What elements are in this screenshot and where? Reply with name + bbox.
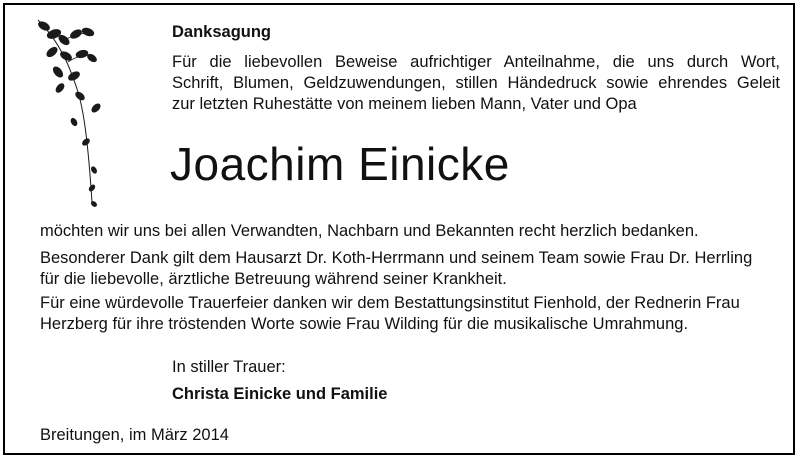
mourning-phrase: In stiller Trauer: — [172, 358, 286, 376]
ceremony-thanks-paragraph — [40, 293, 762, 335]
intro-line: Schrift, Blumen, Geldzuwendungen, stillen Händedruck sowie ehrendes Geleit — [172, 74, 780, 92]
thanks-line: möchten wir uns bei allen Verwandten, Nachbarn und Bekannten recht herzlich bedanken. — [40, 222, 699, 240]
ceremony-thanks-line: Für eine würdevolle Trauerfeier danken wir dem Bestattungsinstitut Fienhold, der Rednerin Frau — [40, 294, 740, 312]
deceased-name: Joachim Einicke — [170, 138, 510, 190]
notice-heading: Danksagung — [172, 23, 272, 41]
intro-paragraph — [172, 52, 780, 115]
intro-line: zur letzten Ruhestätte von meinem lieben Mann, Vater und Opa — [172, 95, 637, 113]
intro-line: Für die liebevollen Beweise aufrichtiger Anteilnahme, die uns durch Wort, — [172, 53, 780, 71]
special-thanks-line: für die liebevolle, ärztliche Betreuung während seiner Krankheit. — [40, 270, 507, 288]
special-thanks-paragraph — [40, 248, 764, 290]
signatory: Christa Einicke und Familie — [172, 385, 388, 403]
ceremony-thanks-line: Herzberg für ihre tröstenden Worte sowie Frau Wilding für die musikalische Umrahmung. — [40, 315, 689, 333]
place-date: Breitungen, im März 2014 — [40, 426, 229, 444]
special-thanks-line: Besonderer Dank gilt dem Hausarzt Dr. Koth-Herrmann und seinem Team sowie Frau Dr. Herrling — [40, 249, 753, 267]
leaf-branch-icon — [30, 12, 120, 212]
